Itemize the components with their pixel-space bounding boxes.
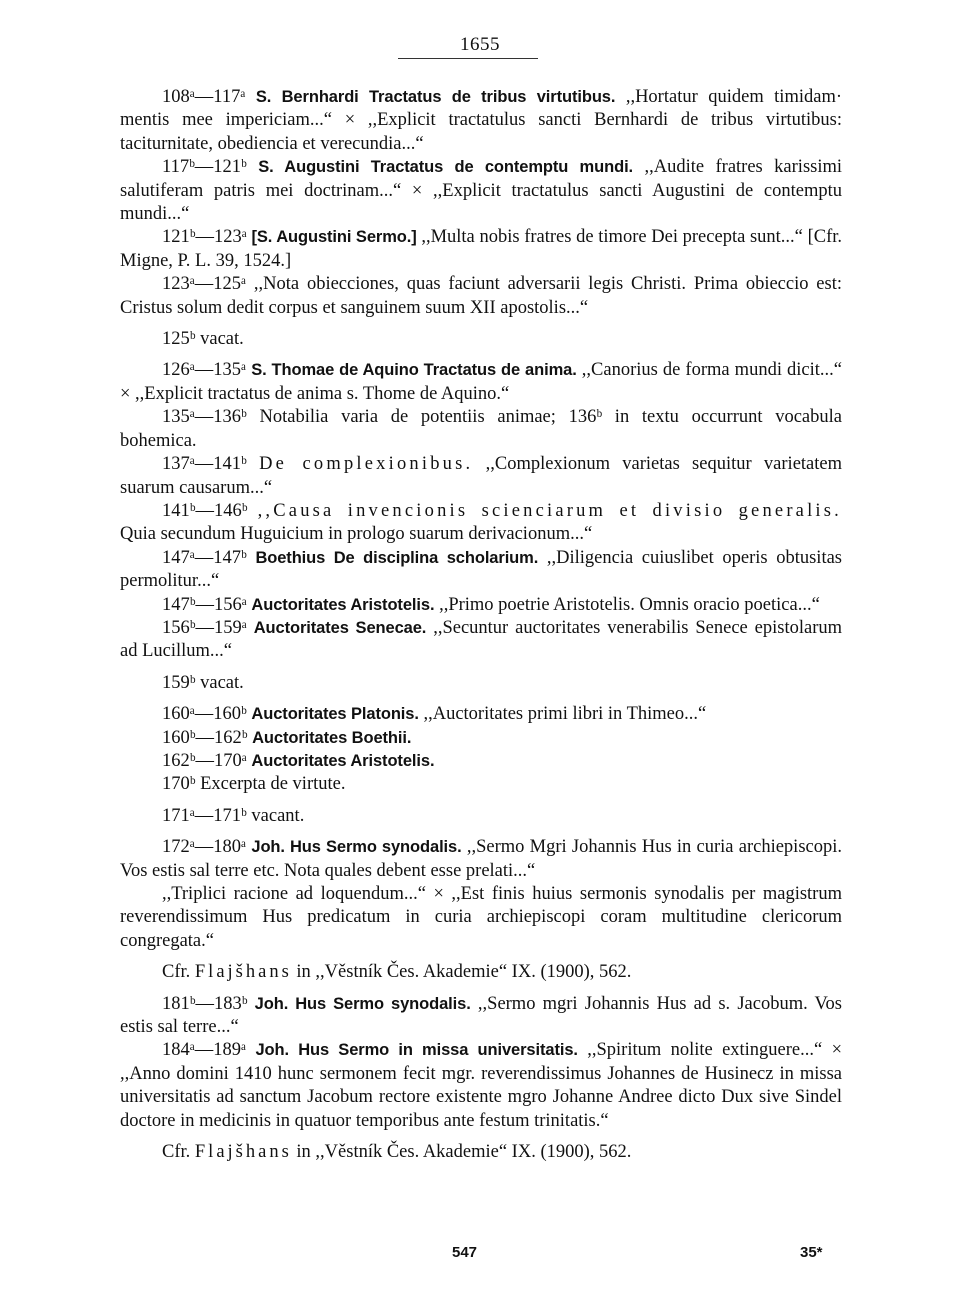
entry-text: Quia secundum Huguicium in prologo suarum derivacionum...“	[120, 524, 593, 545]
entry-title: Auctoritates Senecae.	[253, 618, 427, 637]
folio-range: 141ᵇ—146ᵇ	[162, 500, 248, 521]
entry-text: ,,Spiritum nolite extinguere...“ × ,,Anno domini 1410 hunc sermonem fecit mgr. reverendissimus Johannes de Husinecz in missa universitatis ad sanctum Jacobum rectore existente mgro Johanne Andree dicto Dux sive Sindel doctore in medicinis in quatuor temporibus ante festum trinitatis.“	[120, 1040, 843, 1131]
folio-range: 125ᵇ	[162, 329, 196, 350]
catalog-entry	[120, 226, 842, 273]
entry-text: ,,Auctoritates primi libri in Thimeo...“	[418, 704, 707, 725]
footer-signature: 35*	[800, 1244, 823, 1261]
catalog-entry	[120, 273, 842, 320]
entry-title: Auctoritates Aristotelis.	[251, 751, 435, 770]
folio-range: 108ᵃ—117ᵃ	[162, 87, 246, 107]
catalog-entry	[120, 594, 842, 617]
folio-range: 159ᵇ	[162, 672, 196, 693]
catalog-entry	[120, 359, 842, 406]
reference-note	[120, 1141, 842, 1164]
entry-text: ,,Primo poetrie Aristotelis. Omnis oracio poetica...“	[434, 594, 820, 615]
catalog-entry	[120, 836, 842, 883]
cfr-text: in ,,Věstník Čes. Akademie“ IX. (1900), 562.	[291, 962, 632, 983]
header-rule	[398, 58, 538, 59]
folio-range: 181ᵇ—183ᵇ	[162, 993, 248, 1014]
folio-range: 121ᵇ—123ᵃ	[162, 227, 247, 248]
entry-title: Auctoritates Platonis.	[251, 705, 419, 724]
entry-text: ,,Hortatur quidem timidam· mentis mee impericiam...“ × ,,Explicit tractatulus sancti Bernhardi de tribus virtutibus: taciturnitate, obediencia et verecundia...“	[120, 87, 842, 154]
entry-text: ,,Nota obiecciones, quas faciunt adversarii legis Christi. Prima obieccio est: Cristus solum dedit corpus et sanguinem suum XII apostolis...“	[120, 274, 842, 318]
entry-text: Excerpta de virtute.	[195, 774, 346, 795]
entry-text: ,,Sermo mgri Johannis Hus ad s. Jacobum. Vos estis sal terre...“	[120, 993, 842, 1038]
folio-range: 156ᵇ—159ᵃ	[162, 617, 247, 638]
entry-text: vacat.	[195, 329, 244, 350]
folio-range: 123ᵃ—125ᵃ	[162, 274, 247, 295]
catalog-entry	[120, 672, 842, 695]
entry-title: Joh. Hus Sermo synodalis.	[254, 994, 471, 1013]
catalog-entry	[120, 156, 842, 226]
folio-range: 147ᵃ—147ᵇ	[162, 547, 247, 568]
cfr-text: in ,,Věstník Čes. Akademie“ IX. (1900), 562.	[291, 1142, 632, 1163]
cfr-prefix: Cfr.	[162, 962, 195, 983]
folio-range: 137ᵃ—141ᵇ	[162, 454, 247, 475]
entry-title: S. Bernhardi Tractatus de tribus virtutibus.	[255, 88, 616, 106]
entry-text: ,,Multa nobis fratres de timore Dei precepta sunt...“ [Cfr. Migne, P. L. 39, 1524.]	[120, 227, 843, 271]
catalog-entry	[120, 547, 842, 594]
spaced-title: ,,Causa invencionis scienciarum et divisio generalis.	[257, 500, 842, 521]
entry-title: Joh. Hus Sermo synodalis.	[251, 838, 462, 857]
entry-text: ,,Complexionum varietas sequitur varietatem suarum causarum...“	[120, 454, 842, 498]
entry-title: S. Thomae de Aquino Tractatus de anima.	[251, 361, 577, 380]
entry-text: ,,Secuntur auctoritates venerabilis Senece epistolarum ad Lucillum...“	[120, 617, 842, 662]
folio-range: 172ᵃ—180ᵃ	[162, 837, 247, 858]
catalog-entry	[120, 727, 842, 750]
reference-note	[120, 961, 842, 984]
folio-range: 162ᵇ—170ᵃ	[162, 750, 247, 771]
catalog-entry	[120, 328, 842, 351]
catalog-entry	[120, 406, 842, 453]
catalog-entry	[120, 750, 842, 773]
catalog-entry	[120, 805, 842, 828]
folio-range: 135ᵃ—136ᵇ	[162, 407, 247, 428]
cfr-author: Flajšhans	[194, 1142, 292, 1163]
entry-title: Boethius De disciplina scholarium.	[255, 548, 539, 567]
catalog-entry	[120, 1039, 842, 1133]
entry-title: S. Augustini Tractatus de contemptu mundi.	[258, 158, 634, 177]
entry-text: ,,Diligencia cuiuslibet operis obtusitas permolitur...“	[120, 547, 842, 592]
folio-range: 160ᵃ—160ᵇ	[162, 704, 247, 725]
folio-range: 184ᵃ—189ᵃ	[162, 1040, 247, 1061]
catalog-entry	[120, 773, 842, 796]
folio-range: 171ᵃ—171ᵇ	[162, 805, 247, 826]
cfr-prefix: Cfr.	[162, 1142, 195, 1163]
catalog-entry	[120, 993, 842, 1040]
catalog-entry	[120, 500, 842, 547]
catalog-entry	[120, 86, 842, 156]
page-footer	[0, 1244, 960, 1268]
folio-range: 170ᵇ	[162, 774, 196, 795]
entry-text: vacat.	[195, 672, 244, 693]
entry-title: Joh. Hus Sermo in missa universitatis.	[255, 1041, 578, 1060]
entry-text: Notabilia varia de potentiis animae; 136ᵇ in textu occurrunt vocabula bohemica.	[120, 407, 842, 451]
folio-range: 147ᵇ—156ᵃ	[162, 594, 247, 615]
entry-text: ,,Canorius de forma mundi dicit...“ × ,,Explicit tractatus de anima s. Thome de Aquino.“	[120, 360, 842, 404]
entry-title: [S. Augustini Sermo.]	[251, 228, 417, 247]
folio-range: 126ᵃ—135ᵃ	[162, 360, 247, 381]
footer-page-number: 547	[452, 1244, 478, 1261]
folio-range: 117ᵇ—121ᵇ	[162, 157, 247, 178]
catalog-entry	[120, 703, 842, 726]
catalog-entry-continuation	[120, 883, 842, 953]
spaced-title: De complexionibus.	[259, 454, 474, 475]
page-header-number: 1655	[460, 34, 500, 55]
entry-title: Auctoritates Boethii.	[252, 728, 412, 747]
catalog-content	[120, 86, 842, 1164]
folio-range: 160ᵇ—162ᵇ	[162, 727, 248, 748]
entry-text: ,,Sermo Mgri Johannis Hus in curia archiepiscopi. Vos estis sal terre etc. Nota quales debent esse prelati...“	[120, 837, 842, 881]
entry-text: ,,Triplici racione ad loquendum...“ × ,,Est finis huius sermonis synodalis per magistrum reverendissimum Hus predicatum in curia archiepiscopi coram multitudine clericorum congregata.“	[120, 884, 842, 951]
catalog-entry	[120, 617, 842, 664]
entry-title: Auctoritates Aristotelis.	[251, 595, 435, 614]
cfr-author: Flajšhans	[194, 962, 292, 983]
catalog-entry	[120, 453, 842, 500]
entry-text: ,,Audite fratres karissimi salutiferam patris mei doctrinam...“ × ,,Explicit tractatulus sancti Augustini de contemptu mundi...“	[120, 157, 843, 225]
entry-text: vacant.	[246, 805, 305, 826]
